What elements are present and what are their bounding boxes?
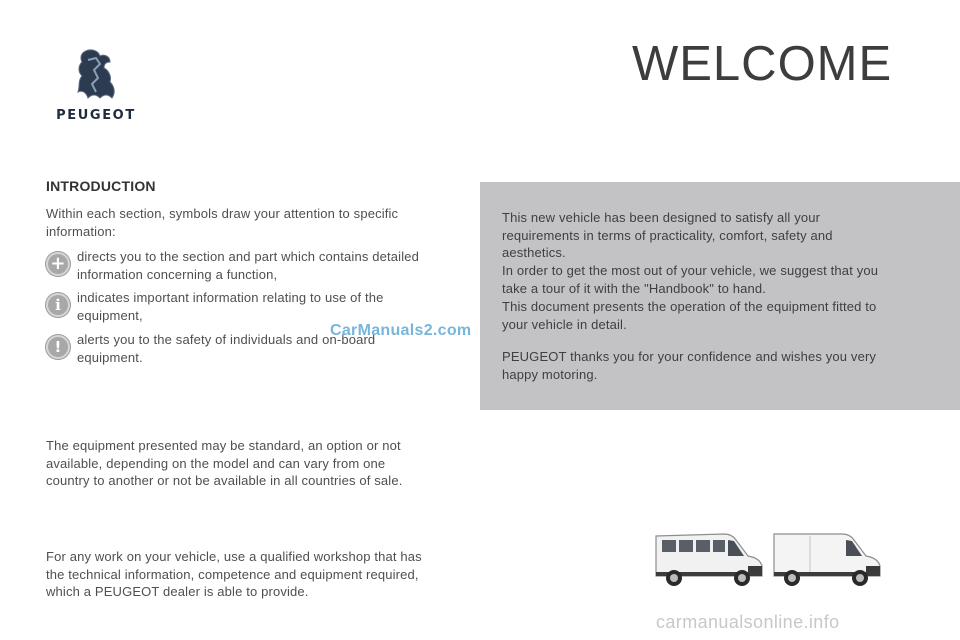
workshop-line: which a PEUGEOT dealer is able to provide. xyxy=(46,584,309,599)
panel-line: your vehicle in detail. xyxy=(502,316,627,332)
lead-line: Within each section, symbols draw your attention to specific xyxy=(46,206,399,221)
symbol-description xyxy=(77,289,437,324)
panel-paragraph xyxy=(502,262,902,297)
symbol-row-plus xyxy=(46,248,446,284)
equipment-note xyxy=(46,437,436,490)
workshop-line: the technical information, competence and equipment required, xyxy=(46,566,419,582)
symbol-line: directs you to the section and part which contains detailed xyxy=(77,249,419,264)
lion-icon xyxy=(66,48,124,104)
panel-line: In order to get the most out of your vehicle, we suggest that you xyxy=(502,263,879,278)
panel-paragraph xyxy=(502,348,902,383)
info-icon: i xyxy=(46,293,70,317)
panel-paragraph xyxy=(502,209,902,262)
equipment-line: country to another or not be available in all countries of sale. xyxy=(46,473,403,488)
panel-paragraph xyxy=(502,298,902,333)
symbol-row-info xyxy=(46,289,446,325)
page-title: WELCOME xyxy=(632,37,893,91)
workshop-note xyxy=(46,548,446,601)
lead-line: information: xyxy=(46,223,116,239)
panel-line: aesthetics. xyxy=(502,245,566,260)
workshop-line: For any work on your vehicle, use a qualified workshop that has xyxy=(46,549,422,564)
symbol-line: equipment. xyxy=(77,349,143,365)
watermark-footer: carmanualsonline.info xyxy=(656,612,840,632)
introduction-heading: INTRODUCTION xyxy=(46,178,156,194)
symbol-line: information concerning a function, xyxy=(77,266,278,282)
introduction-lead xyxy=(46,205,436,240)
equipment-line: The equipment presented may be standard, an option or not xyxy=(46,438,401,453)
watermark-center: CarManuals2.com xyxy=(330,322,472,339)
peugeot-logo xyxy=(44,48,148,128)
panel-line: requirements in terms of practicality, comfort, safety and xyxy=(502,227,833,243)
panel-line: This document presents the operation of the equipment fitted to xyxy=(502,299,877,314)
panel-van-image xyxy=(770,528,882,590)
panel-line: take a tour of it with the "Handbook" to hand. xyxy=(502,280,767,296)
symbol-line: equipment, xyxy=(77,307,143,323)
equipment-line: available, depending on the model and can vary from one xyxy=(46,455,386,471)
panel-line: This new vehicle has been designed to satisfy all your xyxy=(502,210,821,225)
warning-icon: ! xyxy=(46,335,70,359)
panel-line: happy motoring. xyxy=(502,366,598,382)
welcome-panel xyxy=(480,182,960,410)
symbol-description xyxy=(77,248,437,283)
panel-line: PEUGEOT thanks you for your confidence and wishes you very xyxy=(502,349,877,364)
plus-icon: + xyxy=(46,252,70,276)
symbol-line: alerts you to the safety of individuals and on-board xyxy=(77,332,376,347)
brand-wordmark: PEUGEOT xyxy=(56,108,136,123)
symbol-line: indicates important information relating to use of the xyxy=(77,290,384,305)
minibus-image xyxy=(652,528,764,590)
